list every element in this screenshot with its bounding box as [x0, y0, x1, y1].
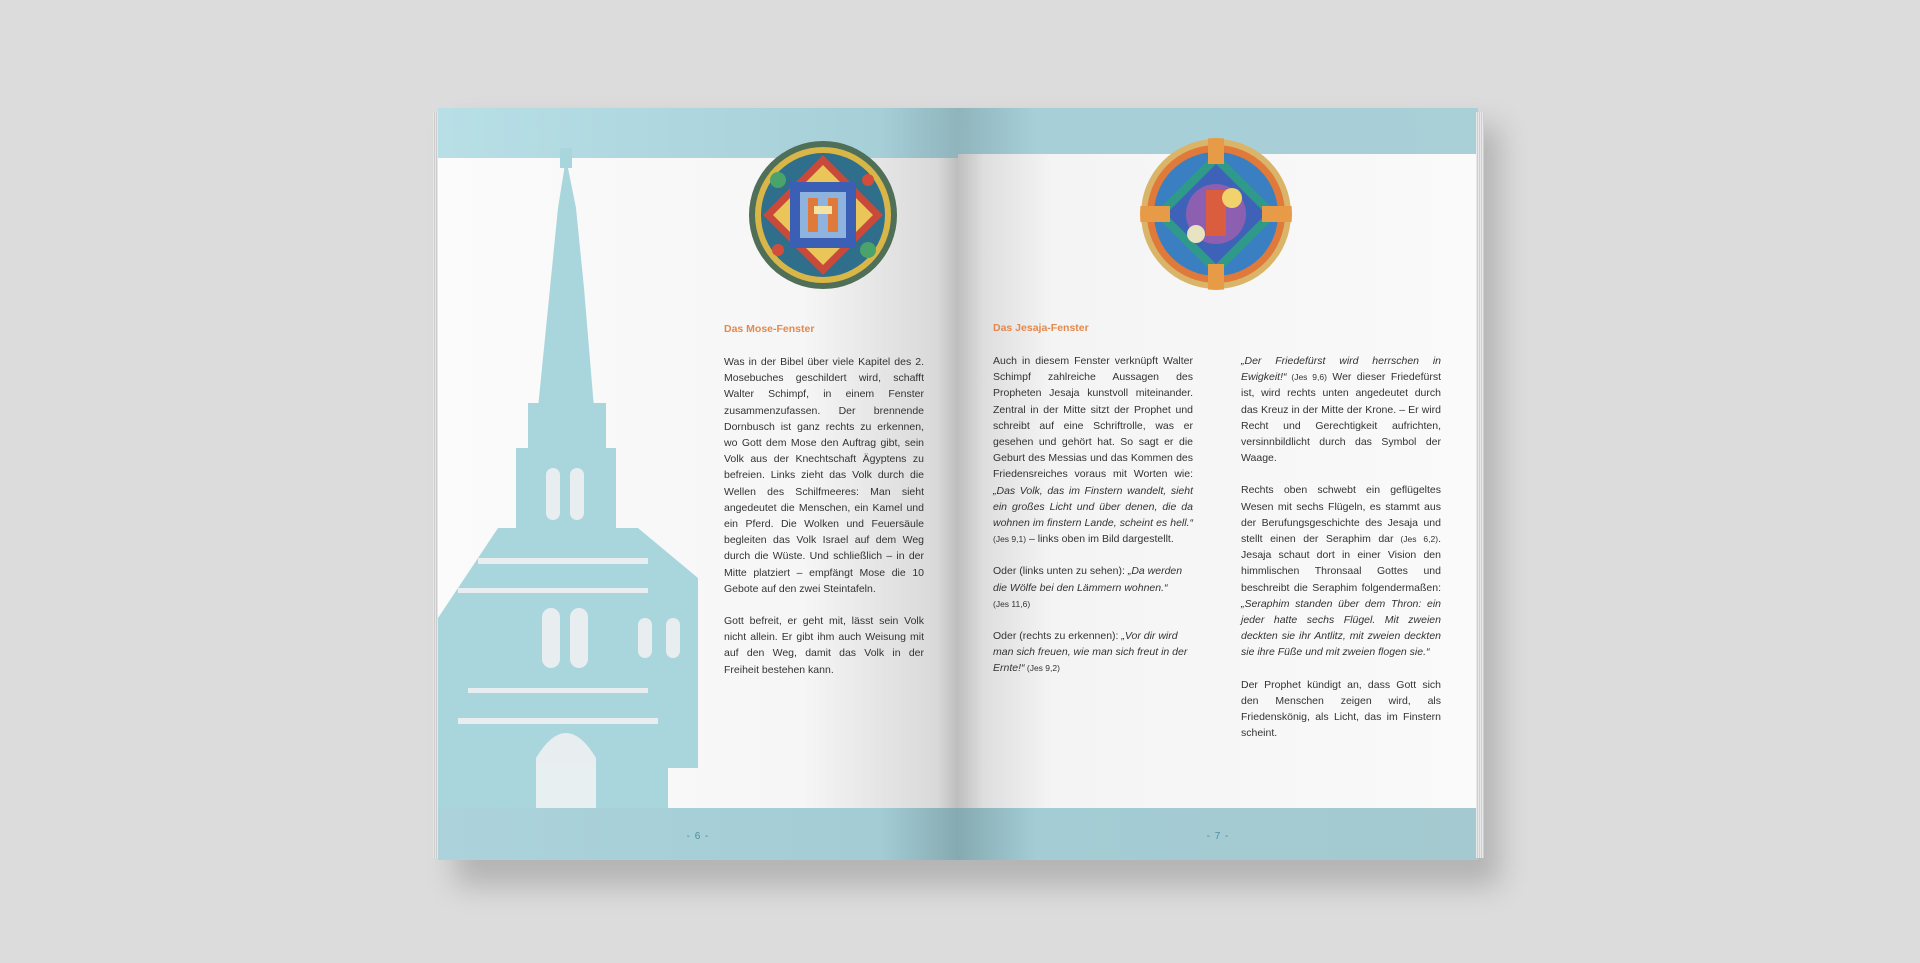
- bible-reference: (Jes 6,2): [1393, 534, 1439, 545]
- jesaja-col2-paragraph-2: [1241, 482, 1441, 660]
- bible-reference: (Jes 9,2): [1024, 663, 1060, 674]
- mose-body-text: [724, 354, 924, 694]
- mose-window-image: [748, 140, 898, 290]
- text: Auch in diesem Fenster verknüpft Walter Schimpf zahlreiche Aussagen des Propheten Jesaja kunstvoll miteinander. Zentral in der Mitte sitzt der Prophet und schreibt auf eine Schriftrolle, was er gesehen und gehört hat. So sagt er die Geburt des Messias und das Kommen des Friedensreiches voraus mit Worten wie:: [993, 355, 1193, 481]
- left-page: [438, 108, 958, 860]
- right-page-edges: [1476, 112, 1484, 858]
- text: . Jesaja schaut dort in einer Vision den himmlischen Thronsaal Gottes und beschreibt die Seraphim folgendermaßen:: [1241, 533, 1441, 594]
- mose-paragraph-2: Gott befreit, er geht mit, lässt sein Volk nicht allein. Er gibt ihm auch Weisung mit auf den Weg, damit das Volk in der Freiheit bestehen kann.: [724, 615, 924, 676]
- quote: „Seraphim standen über dem Thron: ein jeder hatte sechs Flügel. Mit zweien deckten sie ihr Antlitz, mit zweien deckten sie ihre Füße und mit zweien flogen sie.“: [1241, 597, 1441, 659]
- text: Oder (links unten zu sehen):: [993, 565, 1128, 578]
- mose-paragraph-1: Was in der Bibel über viele Kapitel des 2. Mosebuches geschildert wird, schafft Walter Schimpf, in einem Fenster zusammenzufassen. Der brennende Dornbusch ist ganz rechts zu erkennen, wo Gott dem Mose den Auftrag gibt, sein Volk aus der Knechtschaft Ägyptens zu befreien. Links zieht das Volk durch die Wellen des Schilfmeeres: Man sieht angedeutet die Menschen, ein Kamel und ein Pferd. Die Wolken und Feuersäule begleiten das Volk Israel auf dem Weg durch die Wüste. Und schließlich – in der Mitte platziert – empfängt Mose die 10 Gebote auf den zwei Steintafeln.: [724, 356, 924, 595]
- text: Wer dieser Friedefürst ist, wird rechts unten angedeutet durch das Kreuz in der Mitte der Krone. – Er wird Recht und Gerechtigkeit aufrichten, versinnbildlicht durch das Symbol der Waage.: [1241, 371, 1441, 465]
- jesaja-col2-paragraph-1: [1241, 353, 1441, 466]
- church-silhouette: [438, 148, 698, 808]
- quote: „Das Volk, das im Finstern wandelt, sieht ein großes Licht und über denen, die da wohnen im finstern Lande, scheint es hell.“: [993, 484, 1193, 530]
- jesaja-window-image: [1140, 138, 1292, 290]
- page-number-right: - 7 -: [1206, 831, 1230, 842]
- jesaja-col1-paragraph-3: [993, 628, 1193, 677]
- quote: „Da werden die Wölfe bei den Lämmern wohnen.“: [993, 565, 1183, 594]
- jesaja-col1-paragraph-1: [993, 353, 1193, 547]
- quote: „Der Friedefürst wird herrschen in Ewigkeit!“: [1241, 355, 1441, 384]
- bible-reference: (Jes 11,6): [993, 598, 1031, 609]
- text: Rechts oben schwebt ein geflügeltes Wesen mit sechs Flügeln, es stammt aus der Berufungsgeschichte des Jesaja und stellt einen der Seraphim dar: [1241, 484, 1441, 546]
- jesaja-col2-paragraph-3: Der Prophet kündigt an, dass Gott sich den Menschen zeigen wird, als Friedenskönig, als Licht, das im Finstern scheint.: [1241, 678, 1441, 740]
- quote: „Vor dir wird man sich freuen, wie man sich freut in der Ernte!“: [993, 630, 1188, 675]
- mose-heading: Das Mose-Fenster: [724, 323, 815, 335]
- jesaja-col1-paragraph-2: [993, 563, 1193, 612]
- jesaja-column-2: [1241, 353, 1441, 757]
- page-number-left: - 6 -: [686, 831, 710, 842]
- text: Oder (rechts zu erkennen):: [993, 630, 1122, 643]
- bible-reference: (Jes 9,6): [1286, 372, 1327, 383]
- jesaja-column-1: [993, 353, 1193, 693]
- bible-reference: (Jes 9,1): [993, 534, 1027, 545]
- jesaja-heading: Das Jesaja-Fenster: [993, 322, 1089, 334]
- text: – links oben im Bild dargestellt.: [1026, 533, 1174, 546]
- right-page: [958, 108, 1478, 860]
